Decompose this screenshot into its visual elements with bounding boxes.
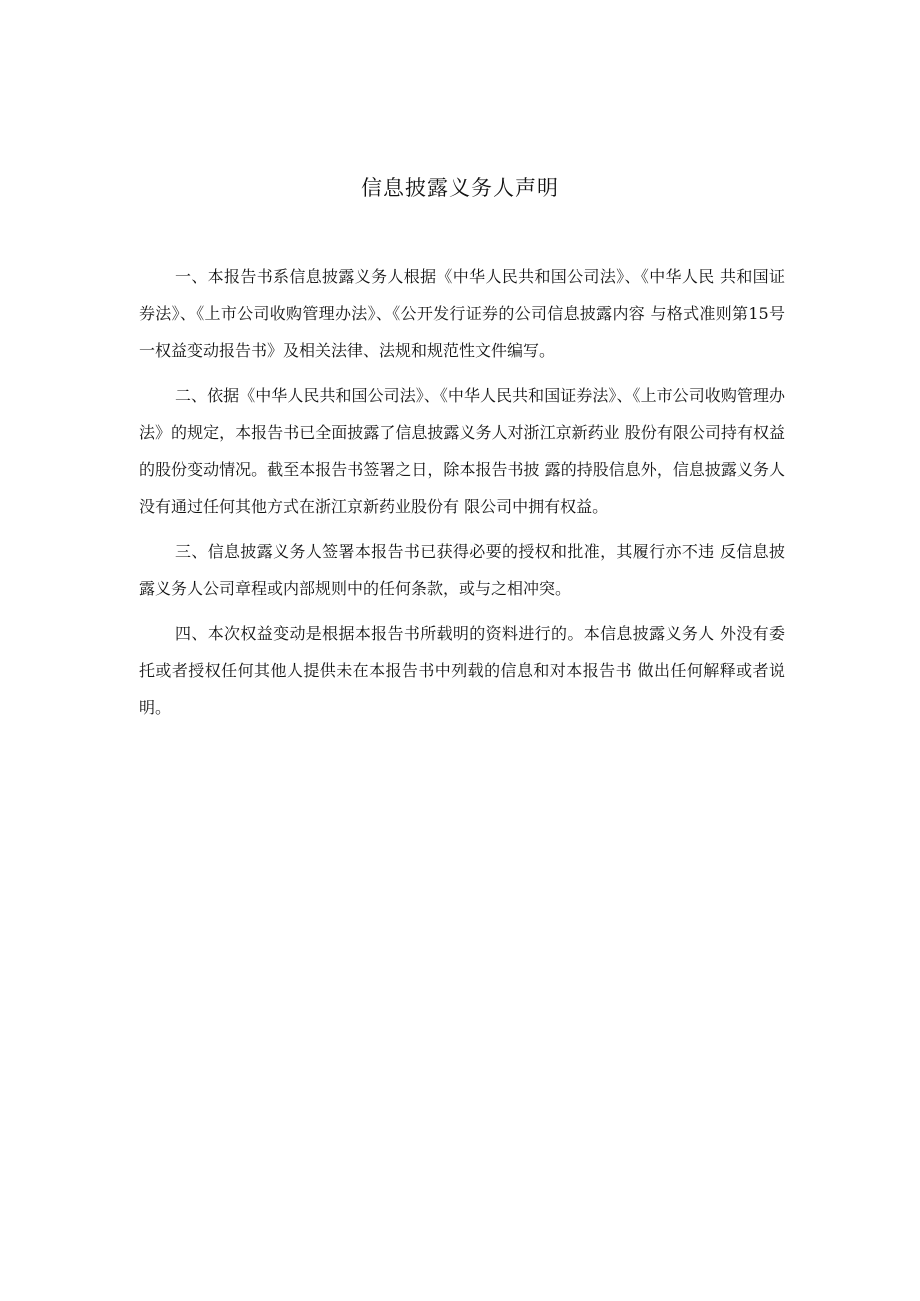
statement-paragraph-1: 一、本报告书系信息披露义务人根据《中华人民共和国公司法》、《中华人民 共和国证券法》、《上市公司收购管理办法》、《公开发行证券的公司信息披露内容 与格式准则第15号一权益变动报告书》及相关法律、法规和规范性文件编写。: [139, 267, 785, 360]
statement-paragraph-2: 二、依据《中华人民共和国公司法》、《中华人民共和国证券法》、《上市公司收购管理办法》的规定，本报告书已全面披露了信息披露义务人对浙江京新药业 股份有限公司持有权益的股份变动情况。截至本报告书签署之日，除本报告书披 露的持股信息外，信息披露义务人没有通过任何其他方式在浙江京新药业股份有 限公司中拥有权益。: [139, 386, 785, 516]
statement-paragraph-3: 三、信息披露义务人签署本报告书已获得必要的授权和批准，其履行亦不违 反信息披露义务人公司章程或内部规则中的任何条款，或与之相冲突。: [139, 542, 785, 598]
statement-paragraph-4: 四、本次权益变动是根据本报告书所载明的资料进行的。本信息披露义务人 外没有委托或者授权任何其他人提供未在本报告书中列载的信息和对本报告书 做出任何解释或者说明。: [139, 624, 785, 717]
page-title: 信息披露义务人声明: [361, 176, 559, 200]
statement-body: [139, 258, 785, 734]
